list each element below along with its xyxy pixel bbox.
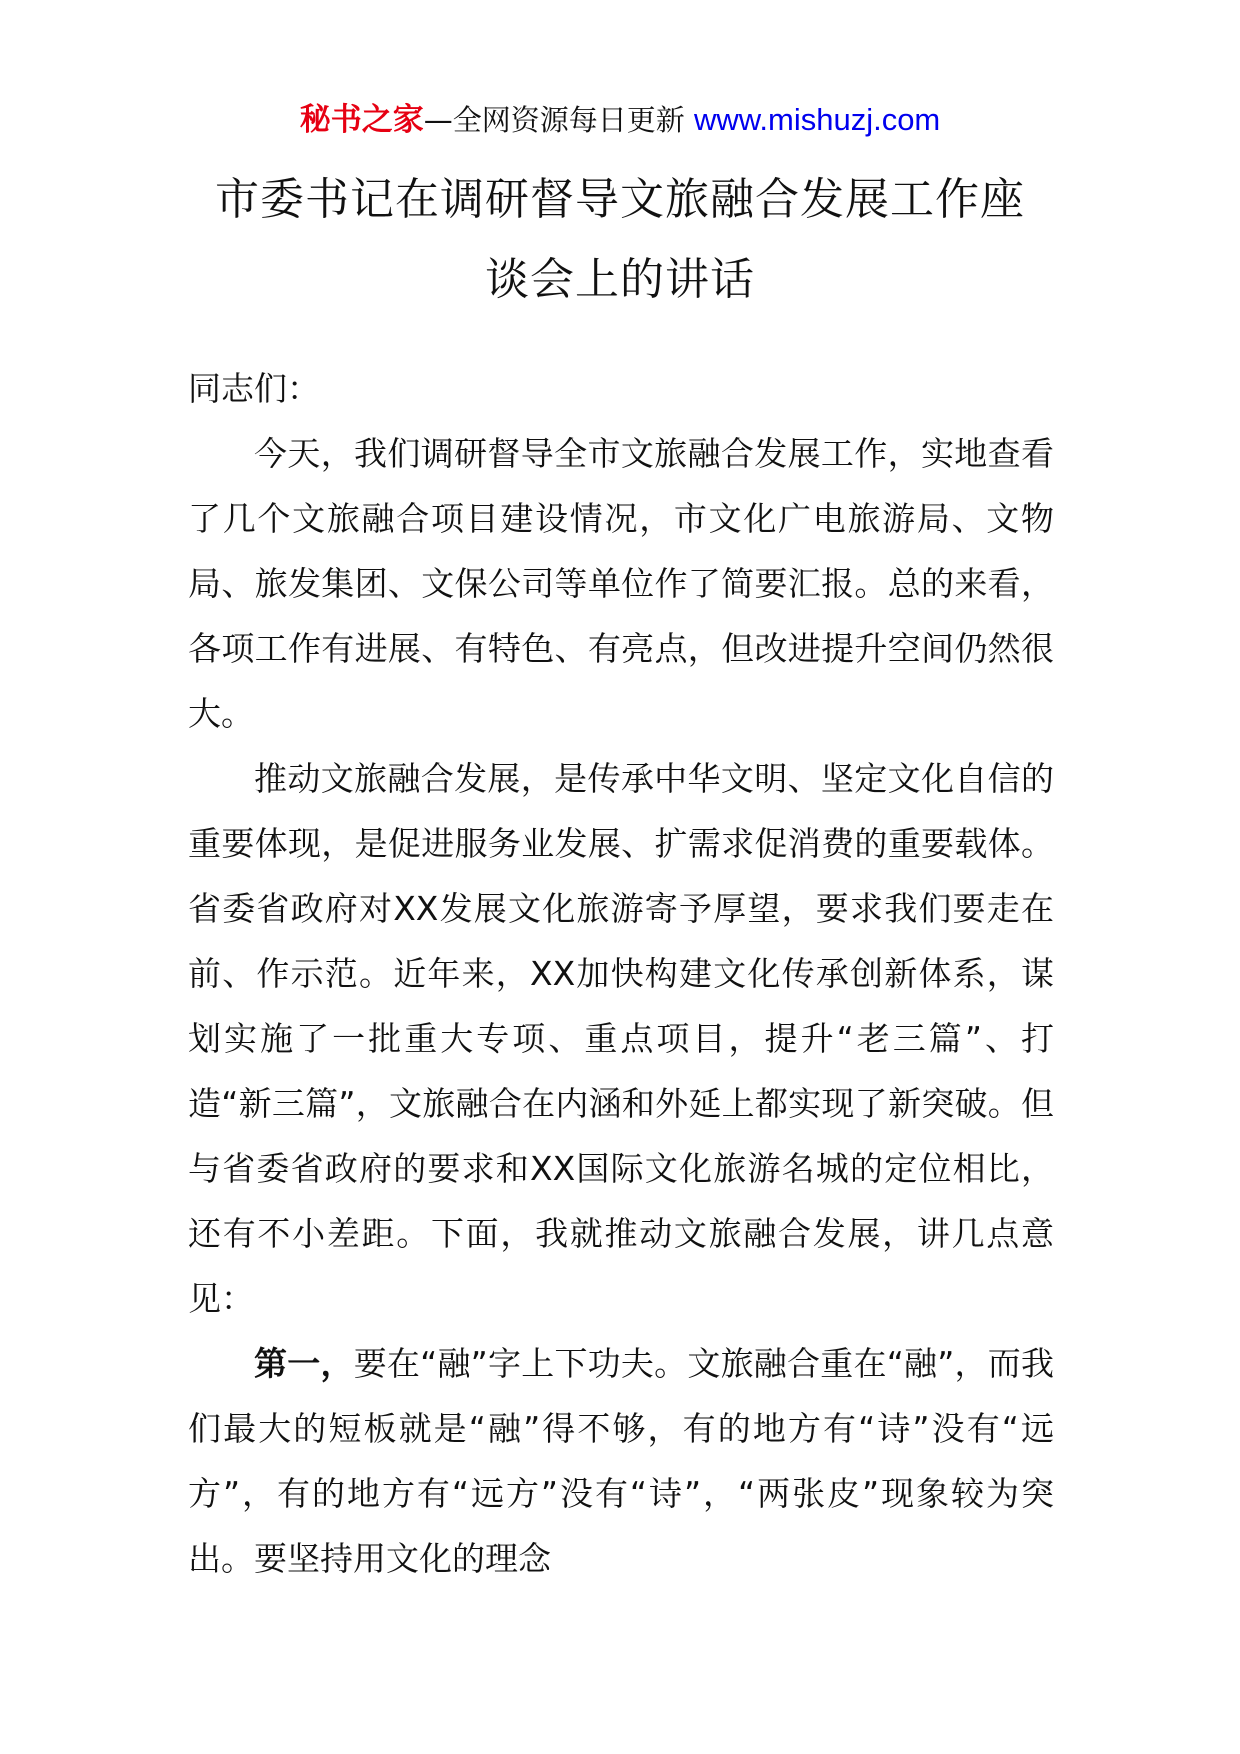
title-line-1: 市委书记在调研督导文旅融合发展工作座 (215, 174, 1025, 225)
site-header (0, 100, 1240, 140)
header-tagline: —全网资源每日更新 (423, 103, 694, 137)
paragraph-3 (188, 1331, 1054, 1591)
brand-name: 秘书之家 (299, 102, 424, 138)
document-body (188, 356, 1054, 1591)
paragraph-1: 今天，我们调研督导全市文旅融合发展工作，实地查看了几个文旅融合项目建设情况，市文化广电旅游局、文物局、旅发集团、文保公司等单位作了简要汇报。总的来看，各项工作有进展、有特色、有亮点，但改进提升空间仍然很大。 (188, 434, 1054, 733)
paragraph-3-text: 要在“融”字上下功夫。文旅融合重在“融”，而我们最大的短板就是“融”得不够，有的地方有“诗”没有“远方”，有的地方有“远方”没有“诗”，“两张皮”现象较为突出。要坚持用文化的理念 (188, 1344, 1055, 1578)
paragraph-2: 推动文旅融合发展，是传承中华文明、坚定文化自信的重要体现，是促进服务业发展、扩需求促消费的重要载体。省委省政府对XX发展文化旅游寄予厚望，要求我们要走在前、作示范。近年来，XX加快构建文化传承创新体系，谋划实施了一批重大专项、重点项目，提升“老三篇”、打造“新三篇”，文旅融合在内涵和外延上都实现了新突破。但与省委省政府的要求和XX国际文化旅游名城的定位相比，还有不小差距。下面，我就推动文旅融合发展，讲几点意见： (188, 759, 1054, 1318)
paragraph-3-lead: 第一， (254, 1344, 354, 1383)
title-line-2: 谈会上的讲话 (485, 254, 755, 305)
document-title (0, 160, 1240, 320)
site-url-link[interactable]: www.mishuzj.com (693, 102, 941, 137)
salutation: 同志们： (188, 369, 320, 408)
